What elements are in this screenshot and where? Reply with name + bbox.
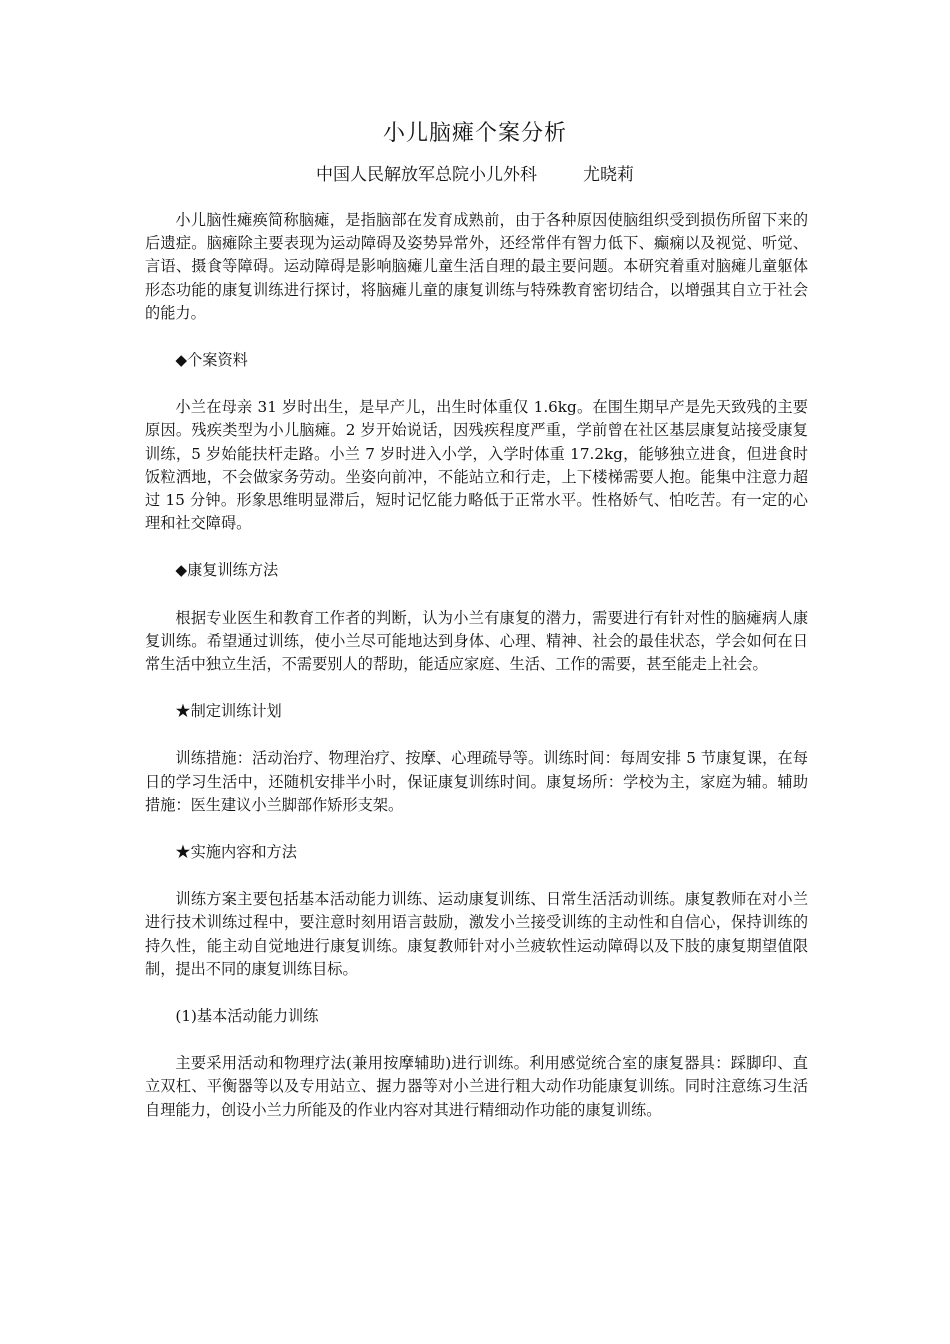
plan-paragraph: 训练措施：活动治疗、物理治疗、按摩、心理疏导等。训练时间：每周安排 5 节康复课，在每日的学习生活中，还随机安排半小时，保证康复训练时间。康复场所：学校为主，家庭为辅。辅助措施：医生建议小兰脚部作矫形支架。 [145,749,808,814]
case-paragraph: 小兰在母亲 31 岁时出生，是早产儿，出生时体重仅 1.6kg。在围生期早产是先天致残的主要原因。残疾类型为小儿脑瘫。2 岁开始说话，因残疾程度严重，学前曾在社区基层康复站接受康复训练，5 岁始能扶杆走路。小兰 7 岁时进入小学，入学时体重 17.2kg，能够独立进食，但进食时饭粒洒地，不会做家务劳动。坐姿向前冲，不能站立和行走，上下楼梯需要人抱。能集中注意力超过 15 分钟。形象思维明显滞后，短时记忆能力略低于正常水平。性格娇气、怕吃苦。有一定的心理和社交障碍。 [145,398,808,533]
basic-training-heading: (1)基本活动能力训练 [175,1007,319,1026]
author-organization: 中国人民解放军总院小儿外科 [316,165,537,185]
method-heading: ◆康复训练方法 [175,561,279,580]
implementation-heading: ★实施内容和方法 [175,843,297,862]
plan-heading: ★制定训练计划 [175,702,282,721]
page-title: 小儿脑瘫个案分析 [382,121,567,146]
intro-paragraph: 小儿脑性瘫痪简称脑瘫，是指脑部在发育成熟前，由于各种原因使脑组织受到损伤所留下来的后遗症。脑瘫除主要表现为运动障碍及姿势异常外，还经常伴有智力低下、癫痫以及视觉、听觉、言语、摄食等障碍。运动障碍是影响脑瘫儿童生活自理的最主要问题。本研究着重对脑瘫儿童躯体形态功能的康复训练进行探讨，将脑瘫儿童的康复训练与特殊教育密切结合，以增强其自立于社会的能力。 [145,211,808,322]
implementation-paragraph: 训练方案主要包括基本活动能力训练、运动康复训练、日常生活活动训练。康复教师在对小兰进行技术训练过程中，要注意时刻用语言鼓励，激发小兰接受训练的主动性和自信心，保持训练的持久性，能主动自觉地进行康复训练。康复教师针对小兰疲软性运动障碍以及下肢的康复期望值限制，提出不同的康复训练目标。 [145,890,808,978]
case-heading: ◆个案资料 [175,351,248,370]
method-paragraph: 根据专业医生和教育工作者的判断，认为小兰有康复的潜力，需要进行有针对性的脑瘫病人康复训练。希望通过训练，使小兰尽可能地达到身体、心理、精神、社会的最佳状态，学会如何在日常生活中独立生活，不需要别人的帮助，能适应家庭、生活、工作的需要，甚至能走上社会。 [145,608,808,674]
document-body [145,209,808,1122]
author-name: 尤晓莉 [583,165,634,185]
byline [0,162,950,188]
basic-training-paragraph: 主要采用活动和物理疗法(兼用按摩辅助)进行训练。利用感觉统合室的康复器具：踩脚印、直立双杠、平衡器等以及专用站立、握力器等对小兰进行粗大动作功能康复训练。同时注意练习生活自理能力，创设小兰力所能及的作业内容对其进行精细动作功能的康复训练。 [145,1054,808,1119]
